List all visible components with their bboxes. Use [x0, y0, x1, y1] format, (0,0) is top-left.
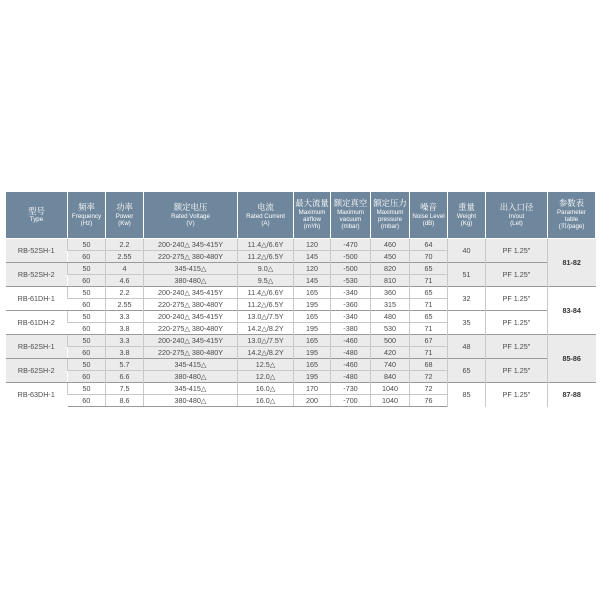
weight-cell: 51 [448, 263, 486, 287]
pressure-cell: 820 [371, 263, 410, 275]
table-row [6, 287, 596, 299]
page-cell: 81-82 [548, 239, 596, 287]
table-row [6, 359, 596, 371]
voltage-cell: 200-240△ 345-415Y [144, 287, 238, 299]
pressure-cell: 315 [371, 299, 410, 311]
spec-table [5, 191, 596, 407]
noise-cell: 76 [410, 395, 448, 407]
current-cell: 14.2△/8.2Y [238, 347, 294, 359]
header-weight: 重量 Weight (Kg) [448, 192, 486, 239]
voltage-cell: 345-415△ [144, 383, 238, 395]
frequency-cell: 50 [68, 335, 106, 347]
weight-cell: 65 [448, 359, 486, 383]
noise-cell: 65 [410, 311, 448, 323]
frequency-cell: 50 [68, 359, 106, 371]
noise-cell: 65 [410, 287, 448, 299]
vacuum-cell: -340 [331, 311, 371, 323]
vacuum-cell: -360 [331, 299, 371, 311]
current-cell: 11.4△/6.6Y [238, 239, 294, 251]
header-noise: 噪音 Noise Level (dB) [410, 192, 448, 239]
power-cell: 5.7 [106, 359, 144, 371]
voltage-cell: 220-275△ 380-480Y [144, 299, 238, 311]
header-pressure: 额定压力 Maximum pressure (mbar) [371, 192, 410, 239]
airflow-cell: 120 [294, 263, 331, 275]
airflow-cell: 200 [294, 395, 331, 407]
airflow-cell: 165 [294, 359, 331, 371]
header-power: 功率 Power (Kw) [106, 192, 144, 239]
current-cell: 16.0△ [238, 383, 294, 395]
frequency-cell: 50 [68, 239, 106, 251]
noise-cell: 70 [410, 251, 448, 263]
airflow-cell: 195 [294, 371, 331, 383]
current-cell: 11.2△/6.5Y [238, 299, 294, 311]
inout-cell: PF 1.25" [486, 311, 548, 335]
frequency-cell: 60 [68, 323, 106, 335]
frequency-cell: 60 [68, 347, 106, 359]
model-cell: RB-52SH-1 [6, 239, 68, 263]
table-row [6, 335, 596, 347]
frequency-cell: 60 [68, 299, 106, 311]
current-cell: 13.0△/7.5Y [238, 311, 294, 323]
current-cell: 14.2△/8.2Y [238, 323, 294, 335]
header-type: 型号 Type [6, 192, 68, 239]
pressure-cell: 840 [371, 371, 410, 383]
power-cell: 2.2 [106, 239, 144, 251]
pressure-cell: 740 [371, 359, 410, 371]
pressure-cell: 810 [371, 275, 410, 287]
frequency-cell: 50 [68, 263, 106, 275]
noise-cell: 71 [410, 347, 448, 359]
model-cell: RB-61DH-1 [6, 287, 68, 311]
airflow-cell: 195 [294, 347, 331, 359]
model-cell: RB-61DH-2 [6, 311, 68, 335]
header-airflow: 最大流量 Maximum airflow (m³/h) [294, 192, 331, 239]
voltage-cell: 200-240△ 345-415Y [144, 311, 238, 323]
power-cell: 2.2 [106, 287, 144, 299]
airflow-cell: 195 [294, 299, 331, 311]
vacuum-cell: -380 [331, 323, 371, 335]
noise-cell: 64 [410, 239, 448, 251]
pressure-cell: 420 [371, 347, 410, 359]
table-row [6, 239, 596, 251]
table-row [6, 383, 596, 395]
header-voltage: 额定电压 Rated Voltage (V) [144, 192, 238, 239]
pressure-cell: 360 [371, 287, 410, 299]
airflow-cell: 145 [294, 251, 331, 263]
weight-cell: 35 [448, 311, 486, 335]
header-current: 电流 Rated Current (A) [238, 192, 294, 239]
power-cell: 3.3 [106, 311, 144, 323]
weight-cell: 85 [448, 383, 486, 407]
vacuum-cell: -530 [331, 275, 371, 287]
airflow-cell: 170 [294, 383, 331, 395]
current-cell: 16.0△ [238, 395, 294, 407]
current-cell: 11.2△/6.5Y [238, 251, 294, 263]
vacuum-cell: -480 [331, 371, 371, 383]
voltage-cell: 345-415△ [144, 263, 238, 275]
pressure-cell: 1040 [371, 395, 410, 407]
power-cell: 2.55 [106, 299, 144, 311]
airflow-cell: 165 [294, 335, 331, 347]
voltage-cell: 380-480△ [144, 371, 238, 383]
noise-cell: 68 [410, 359, 448, 371]
header-inout: 出入口径 In/out (Let) [486, 192, 548, 239]
voltage-cell: 380-480△ [144, 275, 238, 287]
vacuum-cell: -500 [331, 251, 371, 263]
inout-cell: PF 1.25" [486, 335, 548, 359]
weight-cell: 48 [448, 335, 486, 359]
vacuum-cell: -500 [331, 263, 371, 275]
header-row [6, 192, 596, 239]
pressure-cell: 460 [371, 239, 410, 251]
table-row [6, 311, 596, 323]
page-cell: 85-86 [548, 335, 596, 383]
vacuum-cell: -480 [331, 347, 371, 359]
inout-cell: PF 1.25" [486, 359, 548, 383]
header-vacuum: 额定真空 Maximum vacuum (mbar) [331, 192, 371, 239]
vacuum-cell: -340 [331, 287, 371, 299]
pressure-cell: 500 [371, 335, 410, 347]
frequency-cell: 60 [68, 251, 106, 263]
page-cell: 87-88 [548, 383, 596, 407]
frequency-cell: 60 [68, 275, 106, 287]
airflow-cell: 165 [294, 311, 331, 323]
vacuum-cell: -730 [331, 383, 371, 395]
frequency-cell: 50 [68, 287, 106, 299]
airflow-cell: 120 [294, 239, 331, 251]
inout-cell: PF 1.25" [486, 383, 548, 407]
power-cell: 3.8 [106, 323, 144, 335]
current-cell: 13.0△/7.5Y [238, 335, 294, 347]
voltage-cell: 220-275△ 380-480Y [144, 323, 238, 335]
power-cell: 3.8 [106, 347, 144, 359]
pressure-cell: 1040 [371, 383, 410, 395]
weight-cell: 40 [448, 239, 486, 263]
current-cell: 11.4△/6.6Y [238, 287, 294, 299]
power-cell: 4 [106, 263, 144, 275]
voltage-cell: 380-480△ [144, 395, 238, 407]
inout-cell: PF 1.25" [486, 263, 548, 287]
current-cell: 9.5△ [238, 275, 294, 287]
noise-cell: 72 [410, 383, 448, 395]
power-cell: 2.55 [106, 251, 144, 263]
model-cell: RB-63DH-1 [6, 383, 68, 407]
noise-cell: 72 [410, 371, 448, 383]
current-cell: 9.0△ [238, 263, 294, 275]
vacuum-cell: -460 [331, 359, 371, 371]
voltage-cell: 345-415△ [144, 359, 238, 371]
noise-cell: 65 [410, 263, 448, 275]
vacuum-cell: -460 [331, 335, 371, 347]
current-cell: 12.0△ [238, 371, 294, 383]
vacuum-cell: -700 [331, 395, 371, 407]
airflow-cell: 145 [294, 275, 331, 287]
noise-cell: 71 [410, 299, 448, 311]
airflow-cell: 165 [294, 287, 331, 299]
page-cell: 83-84 [548, 287, 596, 335]
voltage-cell: 200-240△ 345-415Y [144, 239, 238, 251]
power-cell: 8.6 [106, 395, 144, 407]
pressure-cell: 450 [371, 251, 410, 263]
inout-cell: PF 1.25" [486, 287, 548, 311]
weight-cell: 32 [448, 287, 486, 311]
table-row [6, 263, 596, 275]
frequency-cell: 50 [68, 311, 106, 323]
model-cell: RB-62SH-2 [6, 359, 68, 383]
power-cell: 7.5 [106, 383, 144, 395]
pressure-cell: 530 [371, 323, 410, 335]
frequency-cell: 60 [68, 395, 106, 407]
frequency-cell: 60 [68, 371, 106, 383]
power-cell: 6.6 [106, 371, 144, 383]
current-cell: 12.5△ [238, 359, 294, 371]
noise-cell: 67 [410, 335, 448, 347]
model-cell: RB-52SH-2 [6, 263, 68, 287]
vacuum-cell: -470 [331, 239, 371, 251]
header-frequency: 频率 Frequency (Hz) [68, 192, 106, 239]
power-cell: 4.6 [106, 275, 144, 287]
pressure-cell: 480 [371, 311, 410, 323]
model-cell: RB-62SH-1 [6, 335, 68, 359]
header-page: 参数表 Parameter table (页/page) [548, 192, 596, 239]
noise-cell: 71 [410, 275, 448, 287]
inout-cell: PF 1.25" [486, 239, 548, 263]
frequency-cell: 50 [68, 383, 106, 395]
power-cell: 3.3 [106, 335, 144, 347]
noise-cell: 71 [410, 323, 448, 335]
voltage-cell: 220-275△ 380-480Y [144, 251, 238, 263]
voltage-cell: 220-275△ 380-480Y [144, 347, 238, 359]
airflow-cell: 195 [294, 323, 331, 335]
voltage-cell: 200-240△ 345-415Y [144, 335, 238, 347]
